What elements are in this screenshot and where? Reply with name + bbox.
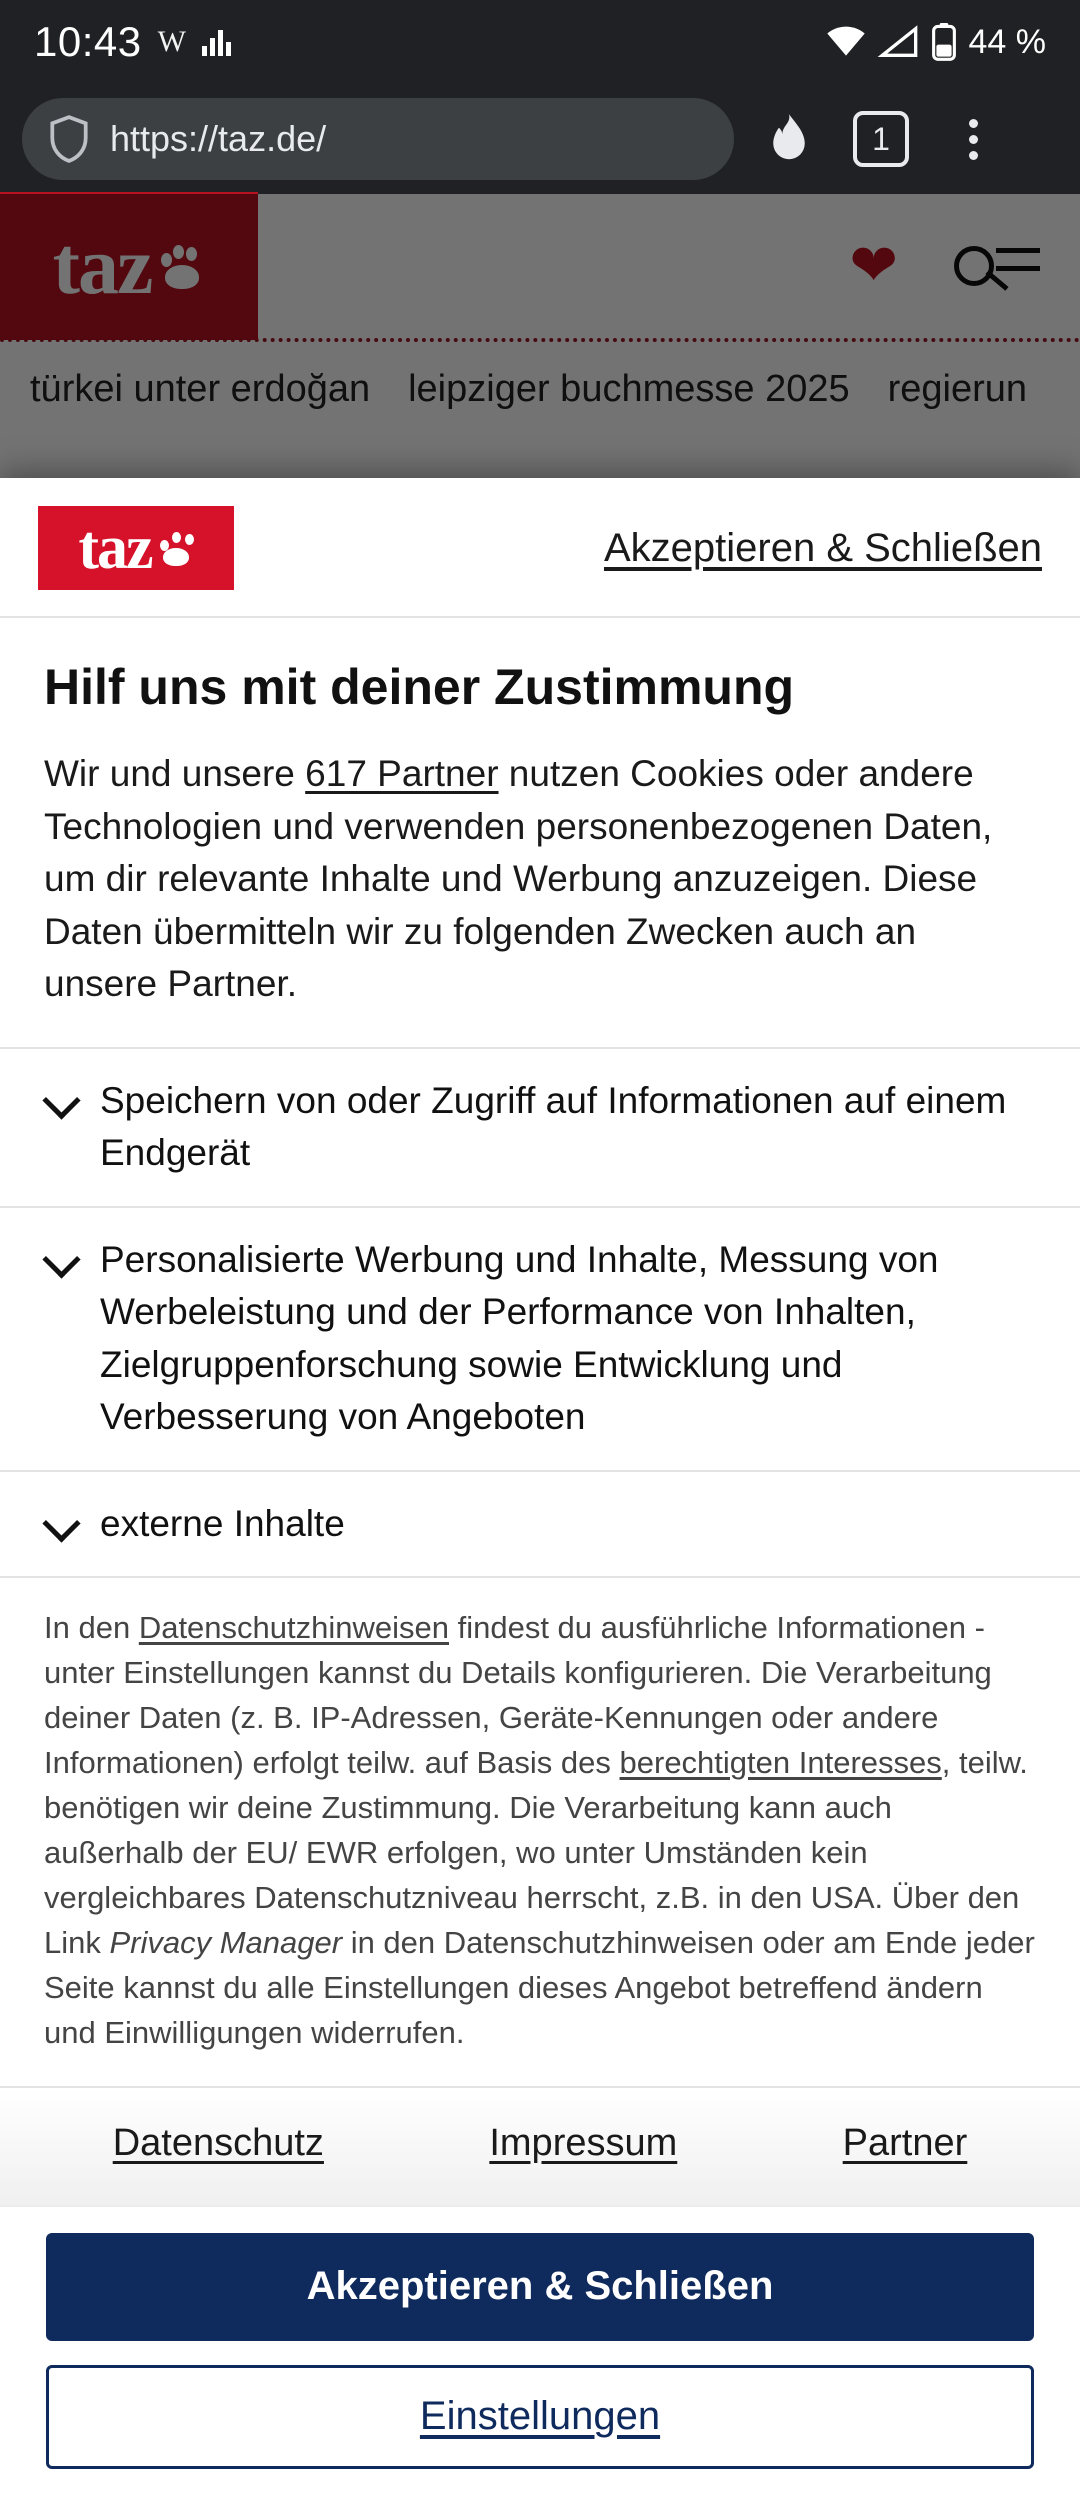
- footer-link-impressum[interactable]: Impressum: [489, 2121, 678, 2164]
- purpose-list: [0, 1047, 1080, 1579]
- purpose-row[interactable]: [0, 1049, 1080, 1208]
- legal-part-1: In den: [44, 1610, 139, 1646]
- equalizer-icon: [202, 28, 231, 56]
- battery-percent: 44 %: [968, 22, 1046, 61]
- status-bar-right: [825, 23, 1047, 62]
- partner-count-link[interactable]: 617 Partner: [305, 753, 499, 794]
- shield-icon[interactable]: [48, 115, 90, 163]
- consent-dialog: [0, 478, 1080, 2507]
- purpose-label: externe Inhalte: [100, 1502, 345, 1544]
- chevron-down-icon[interactable]: [44, 1504, 78, 1538]
- consent-title: Hilf uns mit deiner Zustimmung: [44, 659, 795, 715]
- purpose-row[interactable]: [0, 1472, 1080, 1579]
- footer-link-datenschutz[interactable]: Datenschutz: [112, 2121, 324, 2164]
- accept-and-close-link[interactable]: Akzeptieren & Schließen: [603, 525, 1042, 570]
- address-bar[interactable]: [22, 98, 734, 180]
- consent-logo-text: taz: [78, 514, 152, 582]
- legal-text: [0, 1578, 1080, 2087]
- w-badge-icon: W: [157, 25, 186, 58]
- overflow-menu-icon[interactable]: [936, 102, 1010, 176]
- consent-intro-before: Wir und unsere: [44, 753, 306, 794]
- status-bar: [0, 0, 1080, 84]
- paw-icon: [158, 530, 194, 566]
- purpose-row[interactable]: [0, 1208, 1080, 1472]
- status-clock: 10:43: [34, 18, 142, 65]
- chevron-down-icon[interactable]: [44, 1240, 78, 1274]
- consent-footer-links: [0, 2088, 1080, 2205]
- browser-toolbar: [0, 84, 1080, 194]
- signal-icon: [879, 25, 919, 59]
- privacy-policy-link[interactable]: Datenschutzhinweisen: [138, 1610, 449, 1646]
- url-text[interactable]: https://taz.de/: [110, 118, 327, 159]
- battery-icon: [931, 23, 957, 61]
- purpose-label: Speichern von oder Zugriff auf Informationen auf einem Endgerät: [100, 1079, 1007, 1174]
- tab-switcher-button[interactable]: [844, 102, 918, 176]
- consent-actions: [0, 2205, 1080, 2507]
- legal-part-3: , teilw. benötigen wir deine Zustimmung. Die Verarbeitung kann auch außerhalb der EU/ EWR erfolgen, wo unter Umständen kein vergleichbares Datenschutzniveau herrscht, z.B. in den USA. Über den Link: [44, 1745, 1028, 1960]
- chevron-down-icon[interactable]: [44, 1081, 78, 1115]
- settings-button[interactable]: Einstellungen: [46, 2365, 1034, 2469]
- privacy-manager-emphasis: Privacy Manager: [109, 1924, 343, 1960]
- consent-body: [0, 618, 1080, 1047]
- purpose-label: Personalisierte Werbung und Inhalte, Messung von Werbeleistung und der Performance von Inhalten, Zielgruppenforschung sowie Entwicklung und Verbesserung von Angeboten: [100, 1238, 939, 1438]
- consent-header: [0, 478, 1080, 618]
- wifi-icon: [825, 25, 867, 59]
- accept-and-close-button[interactable]: Akzeptieren & Schließen: [46, 2233, 1034, 2341]
- legal-part-2: findest du ausführliche Informationen - unter Einstellungen kannst du Details konfigurieren. Die Verarbeitung deiner Daten (z. B. IP-Adressen, Geräte-Kennungen oder andere Informationen) erfolgt teilw. auf Basis des: [44, 1610, 992, 1781]
- consent-intro: [44, 748, 1036, 1011]
- footer-link-partner[interactable]: Partner: [842, 2121, 968, 2164]
- consent-intro-after: nutzen Cookies oder andere Technologien und verwenden personenbezogenen Daten, um dir relevante Inhalte und Werbung anzuzeigen. Diese Daten übermitteln wir zu folgenden Zwecken auch an unsere Partner.: [44, 753, 993, 1005]
- consent-logo: [38, 506, 234, 590]
- legal-part-4: in den Datenschutzhinweisen oder am Ende jeder Seite kannst du alle Einstellungen dieses Angebot betreffend ändern und Einwilligungen widerrufen.: [44, 1924, 1035, 2050]
- status-bar-left: [34, 18, 231, 66]
- tab-count[interactable]: 1: [853, 111, 909, 167]
- legitimate-interest-link[interactable]: berechtigten Interesses: [619, 1745, 942, 1781]
- flame-icon[interactable]: [752, 102, 826, 176]
